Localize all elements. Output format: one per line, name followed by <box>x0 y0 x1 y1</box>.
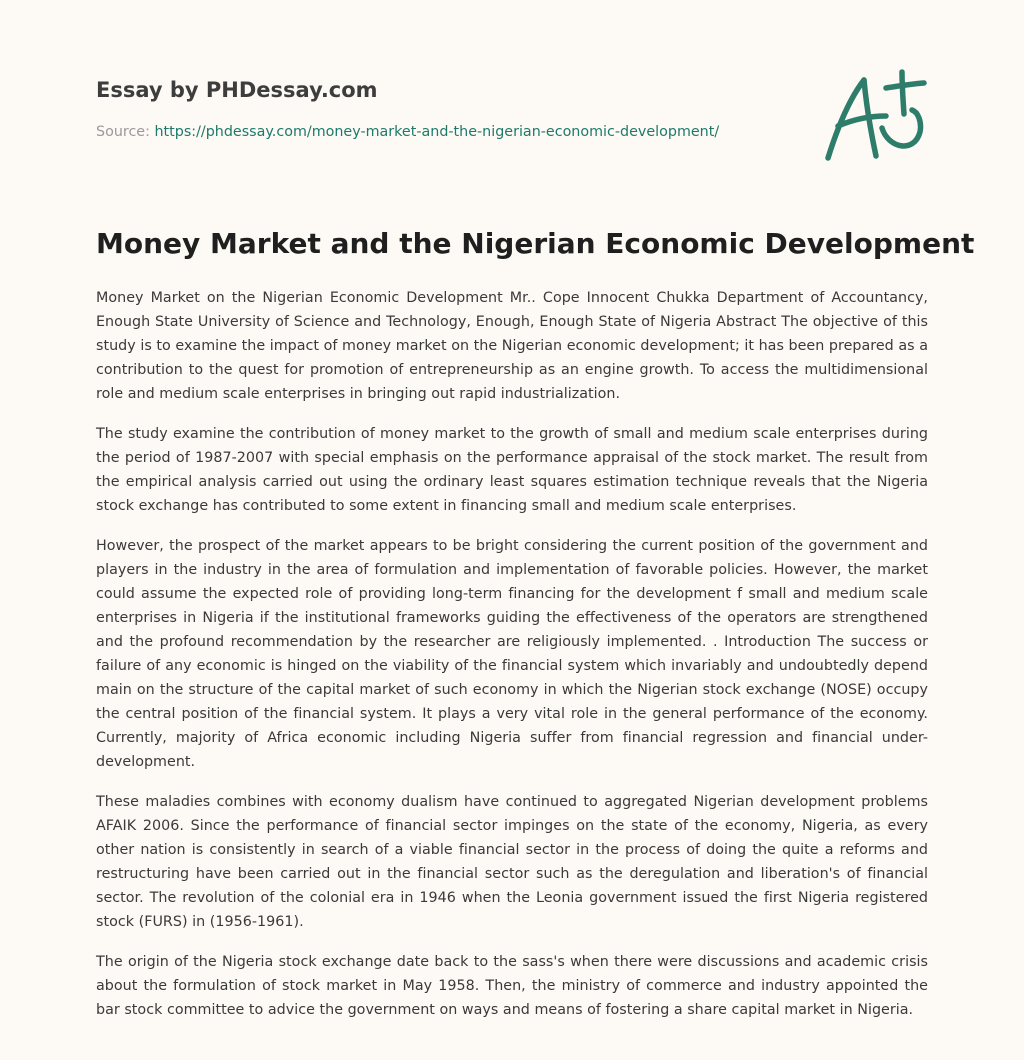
essay-body <box>96 286 928 1038</box>
essay-paragraph: The origin of the Nigeria stock exchange date back to the sass's when there were discussions and academic crisis about the formulation of stock market in May 1958. Then, the ministry of commerce and industry appointed the bar stock committee to advice the government on ways and means of fostering a share capital market in Nigeria. <box>96 954 928 1018</box>
essay-paragraph: However, the prospect of the market appears to be bright considering the current position of the government and players in the industry in the area of formulation and implementation of favorable policies. However, the market could assume the expected role of providing long-term financing for the development f small and medium scale enterprises in Nigeria if the institutional frameworks guiding the effectiveness of the operators are strengthened and the profound recommendation by the researcher are religiously implemented. . Introduction The success or failure of any economic is hinged on the viability of the financial system which invariably and undoubtedly depend main on the structure of the capital market of such economy in which the Nigerian stock exchange (NOSE) occupy the central position of the financial system. It plays a very vital role in the general performance of the economy. Currently, majority of Africa economic including Nigeria suffer from financial regression and financial under-development. <box>96 538 928 770</box>
essay-paragraph: The study examine the contribution of money market to the growth of small and medium scale enterprises during the period of 1987-2007 with special emphasis on the performance appraisal of the stock market. The result from the empirical analysis carried out using the ordinary least squares estimation technique reveals that the Nigeria stock exchange has contributed to some extent in financing small and medium scale enterprises. <box>96 426 928 514</box>
essay-title: Money Market and the Nigerian Economic Development <box>96 227 975 260</box>
essay-paragraph: Money Market on the Nigerian Economic Development Mr.. Cope Innocent Chukka Department of Accountancy, Enough State University of Science and Technology, Enough, Enough State of Nigeria Abstract The objective of this study is to examine the impact of money market on the Nigerian economic development; it has been prepared as a contribution to the quest for promotion of entrepreneurship as an engine growth. To access the multidimensional role and medium scale enterprises in bringing out rapid industrialization. <box>96 290 928 402</box>
essay-paragraph: These maladies combines with economy dualism have continued to aggregated Nigerian development problems AFAIK 2006. Since the performance of financial sector impinges on the state of the economy, Nigeria, as every other nation is consistently in search of a viable financial sector in the process of doing the quite a reforms and restructuring have been carried out in the financial sector such as the deregulation and liberation's of financial sector. The revolution of the colonial era in 1946 when the Leonia government issued the first Nigeria registered stock (FURS) in (1956-1961). <box>96 794 928 930</box>
source-line <box>96 122 796 142</box>
source-link[interactable]: https://phdessay.com/money-market-and-the-nigerian-economic-development/ <box>154 124 720 140</box>
source-label: Source: <box>96 124 150 140</box>
site-brand: Essay by PHDessay.com <box>96 78 378 102</box>
page-header <box>96 72 796 142</box>
a-plus-grade-icon <box>820 66 930 166</box>
